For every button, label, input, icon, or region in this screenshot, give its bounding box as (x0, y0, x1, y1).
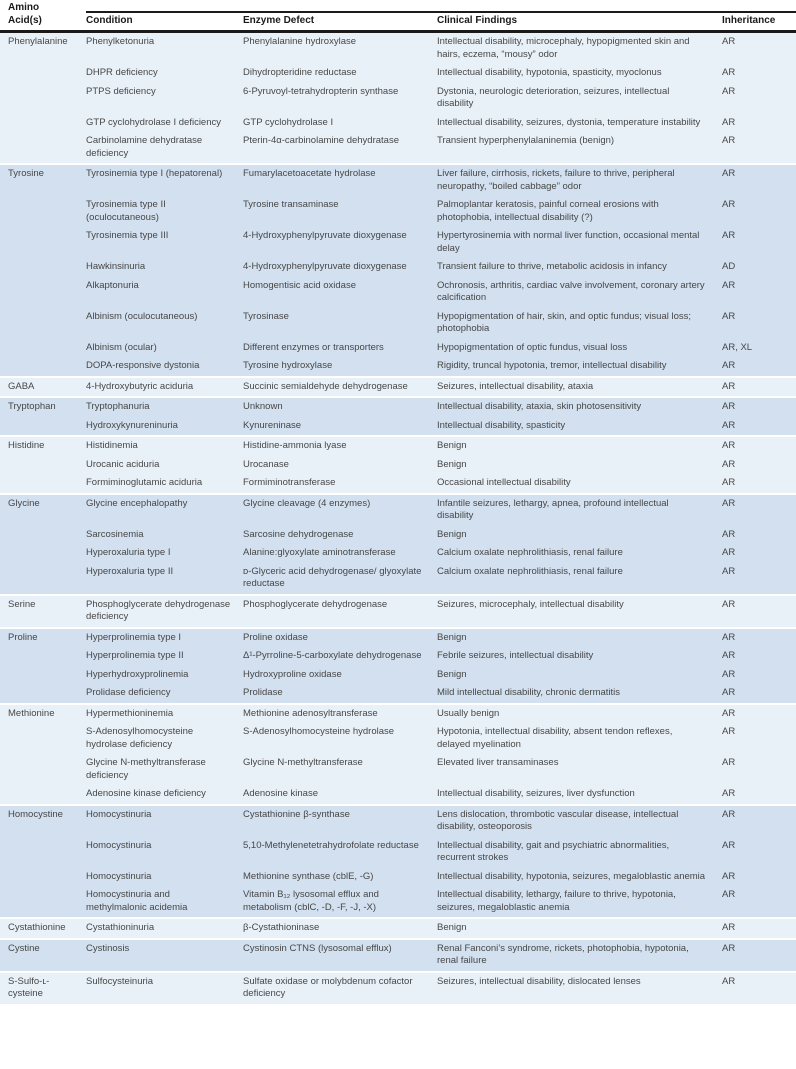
header-clinical-findings: Clinical Findings (437, 14, 518, 26)
cell-amino-acid (0, 785, 86, 804)
cell-clinical-findings: Intellectual disability, microcephaly, hypopigmented skin and hairs, eczema, “mousy” odor (437, 36, 690, 60)
cell-clinical-findings: Liver failure, cirrhosis, rickets, failure to thrive, peripheral neuropathy, “boiled cabbage” odor (437, 168, 675, 192)
cell-condition: Tyrosinemia type II (oculocutaneous) (86, 199, 166, 223)
cell-enzyme-defect: Tyrosine transaminase (243, 199, 339, 210)
cell-condition: Carbinolamine dehydratase deficiency (86, 135, 203, 159)
table-row (0, 339, 796, 358)
cell-inheritance: AR (722, 497, 736, 509)
cell-enzyme-defect: 6-Pyruvoyl-tetrahydropterin synthase (243, 85, 399, 97)
table-row (0, 886, 796, 917)
cell-amino-acid (0, 339, 86, 358)
cell-amino-acid: Homocystine (8, 808, 63, 820)
cell-clinical-findings: Intellectual disability, seizures, dystonia, temperature instability (437, 116, 701, 128)
table-row (0, 973, 796, 1004)
cell-amino-acid (0, 474, 86, 493)
cell-enzyme-defect: GTP cyclohydrolase I (243, 116, 334, 128)
cell-clinical-findings: Transient hyperphenylalaninemia (benign) (437, 135, 615, 146)
table-row (0, 357, 796, 376)
cell-clinical-findings: Usually benign (437, 707, 500, 719)
cell-enzyme-defect: Adenosine kinase (243, 788, 318, 799)
cell-enzyme-defect: Kynureninase (243, 419, 302, 431)
cell-enzyme-defect: Proline oxidase (243, 631, 308, 643)
cell-clinical-findings: Rigidity, truncal hypotonia, tremor, intellectual disability (437, 360, 667, 371)
cell-enzyme-defect: 5,10-Methylenetetrahydrofolate reductase (243, 839, 419, 851)
table-row (0, 474, 796, 493)
table-row (0, 868, 796, 887)
cell-enzyme-defect: Alanine:glyoxylate aminotransferase (243, 547, 396, 558)
amino-acid-group (0, 938, 796, 971)
cell-inheritance: AR (722, 839, 736, 851)
table-row (0, 495, 796, 526)
cell-amino-acid (0, 258, 86, 277)
cell-condition: Histidinemia (86, 440, 138, 451)
cell-clinical-findings: Mild intellectual disability, chronic dermatitis (437, 687, 621, 698)
cell-condition: DOPA-responsive dystonia (86, 360, 200, 371)
header-enzyme-defect: Enzyme Defect (243, 14, 315, 26)
cell-inheritance: AR (722, 707, 736, 719)
cell-clinical-findings: Palmoplantar keratosis, painful corneal erosions with photophobia, intellectual disability (?) (437, 199, 659, 223)
cell-clinical-findings: Hypopigmentation of optic fundus, visual loss (437, 341, 628, 353)
cell-amino-acid: Histidine (8, 440, 45, 451)
cell-condition: Hyperprolinemia type II (86, 650, 184, 661)
cell-clinical-findings: Calcium oxalate nephrolithiasis, renal failure (437, 547, 623, 558)
amino-acid-group (0, 627, 796, 703)
cell-enzyme-defect: Hydroxyproline oxidase (243, 668, 342, 680)
cell-amino-acid: Serine (8, 598, 36, 610)
cell-inheritance: AR (722, 310, 736, 322)
cell-condition: Hypermethioninemia (86, 707, 174, 719)
cell-condition: 4-Hydroxybutyric aciduria (86, 380, 194, 392)
cell-clinical-findings: Intellectual disability, gait and psychiatric abnormalities, recurrent strokes (437, 839, 670, 863)
cell-enzyme-defect: Glycine N-methyltransferase (243, 757, 363, 768)
amino-acid-group (0, 804, 796, 918)
cell-enzyme-defect: Dihydropteridine reductase (243, 67, 357, 78)
cell-enzyme-defect: Prolidase (243, 687, 283, 698)
cell-clinical-findings: Hypertyrosinemia with normal liver function, occasional mental delay (437, 230, 700, 254)
cell-clinical-findings: Ochronosis, arthritis, cardiac valve involvement, coronary artery calcification (437, 279, 705, 303)
cell-amino-acid (0, 526, 86, 545)
cell-enzyme-defect: 4-Hydroxyphenylpyruvate dioxygenase (243, 261, 407, 272)
cell-clinical-findings: Benign (437, 922, 467, 933)
cell-inheritance: AR (722, 942, 736, 954)
cell-inheritance: AR (722, 650, 736, 661)
cell-condition: Tryptophanuria (86, 401, 150, 412)
table-row (0, 398, 796, 417)
cell-enzyme-defect: Unknown (243, 401, 283, 412)
cell-inheritance: AR (722, 279, 736, 291)
table-row (0, 785, 796, 804)
cell-inheritance: AR (722, 870, 736, 882)
cell-amino-acid (0, 83, 86, 114)
cell-clinical-findings: Hypopigmentation of hair, skin, and optic fundus; visual loss; photophobia (437, 310, 692, 334)
cell-condition: Hydroxykynureninuria (86, 419, 178, 431)
cell-enzyme-defect: Phenylalanine hydroxylase (243, 36, 357, 47)
cell-amino-acid (0, 132, 86, 163)
cell-clinical-findings: Transient failure to thrive, metabolic acidosis in infancy (437, 261, 667, 272)
cell-clinical-findings: Benign (437, 668, 467, 680)
cell-amino-acid (0, 417, 86, 436)
table-row (0, 165, 796, 196)
cell-condition: Sarcosinemia (86, 528, 144, 540)
table-row (0, 227, 796, 258)
cell-condition: DHPR deficiency (86, 67, 158, 78)
cell-enzyme-defect: ᴅ-Glyceric acid dehydrogenase/ glyoxylate reductase (243, 565, 422, 589)
cell-amino-acid: Proline (8, 631, 38, 643)
cell-enzyme-defect: S-Adenosylhomocysteine hydrolase (243, 726, 395, 737)
amino-acid-group (0, 917, 796, 938)
cell-enzyme-defect: Sulfate oxidase or molybdenum cofactor deficiency (243, 975, 413, 999)
amino-acid-group (0, 703, 796, 804)
cell-clinical-findings: Benign (437, 631, 467, 643)
cell-condition: Prolidase deficiency (86, 687, 171, 698)
cell-amino-acid: Methionine (8, 707, 55, 719)
amino-acid-group (0, 376, 796, 397)
cell-amino-acid (0, 868, 86, 887)
cell-amino-acid: Cystine (8, 942, 40, 954)
cell-condition: Cystinosis (86, 942, 130, 954)
amino-acid-group (0, 971, 796, 1004)
cell-inheritance: AR (722, 565, 736, 577)
cell-clinical-findings: Calcium oxalate nephrolithiasis, renal failure (437, 565, 623, 577)
cell-clinical-findings: Intellectual disability, seizures, liver dysfunction (437, 788, 635, 799)
cell-condition: Homocystinuria and methylmalonic acidemia (86, 889, 188, 913)
cell-enzyme-defect: β-Cystathioninase (243, 922, 320, 933)
table-row (0, 723, 796, 754)
cell-condition: Albinism (ocular) (86, 341, 157, 353)
cell-clinical-findings: Dystonia, neurologic deterioration, seizures, intellectual disability (437, 85, 670, 109)
cell-amino-acid: Tryptophan (8, 401, 56, 412)
table-row (0, 544, 796, 563)
table-row (0, 83, 796, 114)
cell-inheritance: AR (722, 360, 736, 371)
cell-clinical-findings: Intellectual disability, hypotonia, spasticity, myoclonus (437, 67, 662, 78)
cell-amino-acid (0, 666, 86, 685)
cell-amino-acid: Glycine (8, 497, 40, 509)
cell-clinical-findings: Seizures, microcephaly, intellectual disability (437, 598, 624, 610)
header-amino-acid (0, 2, 86, 27)
table-header-row (0, 0, 796, 33)
table-row (0, 647, 796, 666)
table-row (0, 258, 796, 277)
cell-clinical-findings: Lens dislocation, thrombotic vascular disease, intellectual disability, osteoporosis (437, 808, 679, 832)
cell-enzyme-defect: Fumarylacetoacetate hydrolase (243, 168, 376, 179)
cell-condition: Cystathioninuria (86, 922, 155, 933)
cell-inheritance: AR (722, 36, 736, 47)
table-row (0, 456, 796, 475)
table-row (0, 629, 796, 648)
table-row (0, 526, 796, 545)
table-row (0, 806, 796, 837)
cell-condition: Albinism (oculocutaneous) (86, 310, 198, 322)
cell-enzyme-defect: Succinic semialdehyde dehydrogenase (243, 380, 408, 392)
cell-enzyme-defect: Cystathionine β-synthase (243, 808, 350, 820)
table-row (0, 132, 796, 163)
cell-amino-acid: GABA (8, 380, 35, 392)
amino-acid-group (0, 163, 796, 376)
cell-clinical-findings: Intellectual disability, spasticity (437, 419, 566, 431)
cell-enzyme-defect: Methionine adenosyltransferase (243, 707, 378, 719)
cell-inheritance: AR (722, 598, 736, 610)
cell-condition: Alkaptonuria (86, 279, 139, 291)
cell-enzyme-defect: Vitamin B₁₂ lysosomal efflux and metabolism (cblC, -D, -F, -J, -X) (243, 889, 379, 913)
cell-inheritance: AR (722, 668, 736, 680)
cell-inheritance: AR (722, 440, 736, 451)
cell-enzyme-defect: Phosphoglycerate dehydrogenase (243, 598, 388, 610)
amino-acid-group (0, 493, 796, 594)
cell-condition: Formiminoglutamic aciduria (86, 477, 203, 488)
cell-inheritance: AR (722, 889, 736, 900)
cell-amino-acid (0, 886, 86, 917)
cell-amino-acid (0, 308, 86, 339)
table-row (0, 837, 796, 868)
cell-clinical-findings: Intellectual disability, ataxia, skin photosensitivity (437, 401, 642, 412)
amino-acid-group (0, 396, 796, 435)
cell-inheritance: AR (722, 726, 736, 737)
cell-amino-acid (0, 114, 86, 133)
cell-amino-acid: Tyrosine (8, 168, 44, 179)
header-top-rule (86, 11, 796, 13)
table-row (0, 705, 796, 724)
cell-amino-acid (0, 64, 86, 83)
table-row (0, 596, 796, 627)
table-row (0, 277, 796, 308)
cell-condition: PTPS deficiency (86, 85, 156, 97)
cell-clinical-findings: Intellectual disability, hypotonia, seizures, megaloblastic anemia (437, 870, 706, 882)
cell-inheritance: AR (722, 168, 736, 179)
cell-condition: Glycine N-methyltransferase deficiency (86, 757, 206, 781)
cell-amino-acid (0, 357, 86, 376)
cell-amino-acid (0, 647, 86, 666)
cell-enzyme-defect: Different enzymes or transporters (243, 341, 384, 353)
cell-condition: GTP cyclohydrolase I deficiency (86, 116, 221, 128)
cell-condition: Hyperhydroxyprolinemia (86, 668, 189, 680)
cell-condition: Hyperoxaluria type II (86, 565, 174, 577)
cell-condition: Glycine encephalopathy (86, 497, 188, 509)
cell-enzyme-defect: Formiminotransferase (243, 477, 336, 488)
cell-enzyme-defect: Pterin-4α-carbinolamine dehydratase (243, 135, 399, 146)
cell-clinical-findings: Benign (437, 458, 467, 470)
cell-enzyme-defect: Urocanase (243, 458, 289, 470)
cell-inheritance: AR (722, 199, 736, 210)
cell-condition: Tyrosinemia type I (hepatorenal) (86, 168, 223, 179)
header-condition: Condition (86, 14, 133, 26)
cell-inheritance: AR (722, 757, 736, 768)
cell-condition: Adenosine kinase deficiency (86, 788, 206, 799)
cell-amino-acid (0, 837, 86, 868)
table-row (0, 563, 796, 594)
cell-condition: Phenylketonuria (86, 36, 155, 47)
table-body (0, 33, 796, 1004)
cell-clinical-findings: Elevated liver transaminases (437, 757, 559, 768)
cell-inheritance: AR (722, 401, 736, 412)
cell-clinical-findings: Benign (437, 528, 467, 540)
cell-amino-acid: Cystathionine (8, 922, 66, 933)
cell-enzyme-defect: Tyrosine hydroxylase (243, 360, 333, 371)
cell-enzyme-defect: Glycine cleavage (4 enzymes) (243, 497, 371, 509)
table-row (0, 378, 796, 397)
cell-inheritance: AR (722, 528, 736, 540)
cell-clinical-findings: Intellectual disability, lethargy, failure to thrive, hypotonia, seizures, megaloblastic anemia (437, 889, 676, 913)
cell-enzyme-defect: Sarcosine dehydrogenase (243, 528, 354, 540)
cell-clinical-findings: Hypotonia, intellectual disability, absent tendon reflexes, delayed myelination (437, 726, 673, 750)
cell-amino-acid (0, 196, 86, 227)
cell-amino-acid (0, 684, 86, 703)
cell-inheritance: AR (722, 380, 736, 392)
cell-condition: Homocystinuria (86, 808, 152, 820)
cell-inheritance: AR (722, 85, 736, 97)
amino-acid-group (0, 33, 796, 163)
cell-condition: Hyperoxaluria type I (86, 547, 171, 558)
cell-enzyme-defect: Tyrosinase (243, 310, 289, 322)
table-row (0, 308, 796, 339)
table-row (0, 33, 796, 64)
cell-clinical-findings: Infantile seizures, lethargy, apnea, profound intellectual disability (437, 497, 669, 521)
cell-inheritance: AR (722, 477, 736, 488)
cell-inheritance: AR (722, 922, 736, 933)
cell-inheritance: AD (722, 261, 736, 272)
cell-condition: Hyperprolinemia type I (86, 631, 182, 643)
cell-condition: Hawkinsinuria (86, 261, 146, 272)
cell-inheritance: AR (722, 116, 736, 128)
cell-amino-acid (0, 544, 86, 563)
cell-inheritance: AR (722, 687, 736, 698)
table-row (0, 940, 796, 971)
cell-inheritance: AR (722, 788, 736, 799)
cell-inheritance: AR (722, 458, 736, 470)
table-row (0, 666, 796, 685)
cell-inheritance: AR (722, 419, 736, 431)
cell-clinical-findings: Occasional intellectual disability (437, 477, 571, 488)
cell-clinical-findings: Seizures, intellectual disability, ataxia (437, 380, 594, 392)
cell-enzyme-defect: Homogentisic acid oxidase (243, 279, 357, 291)
cell-condition: Phosphoglycerate dehydrogenase deficiency (86, 598, 231, 622)
cell-amino-acid (0, 456, 86, 475)
cell-condition: Urocanic aciduria (86, 458, 160, 470)
cell-clinical-findings: Febrile seizures, intellectual disability (437, 650, 594, 661)
table-row (0, 196, 796, 227)
cell-amino-acid (0, 754, 86, 785)
cell-amino-acid: S-Sulfo-ʟ-cysteine (8, 975, 50, 999)
cell-inheritance: AR (722, 135, 736, 146)
cell-inheritance: AR (722, 975, 736, 987)
cell-inheritance: AR (722, 547, 736, 558)
table-row (0, 754, 796, 785)
cell-inheritance: AR (722, 808, 736, 820)
cell-condition: Sulfocysteinuria (86, 975, 154, 987)
cell-inheritance: AR (722, 67, 736, 78)
cell-clinical-findings: Seizures, intellectual disability, dislocated lenses (437, 975, 641, 987)
table-row (0, 437, 796, 456)
amino-acid-group (0, 594, 796, 627)
cell-enzyme-defect: 4-Hydroxyphenylpyruvate dioxygenase (243, 230, 407, 241)
cell-clinical-findings: Renal Fanconi’s syndrome, rickets, photophobia, hypotonia, renal failure (437, 942, 689, 966)
amino-acid-group (0, 435, 796, 493)
cell-amino-acid (0, 563, 86, 594)
cell-inheritance: AR (722, 631, 736, 643)
table-row (0, 64, 796, 83)
header-amino-acid-label: Amino Acid(s) (8, 2, 42, 26)
cell-enzyme-defect: Methionine synthase (cblE, -G) (243, 870, 374, 882)
cell-condition: S-Adenosylhomocysteine hydrolase deficiency (86, 726, 194, 750)
cell-amino-acid: Phenylalanine (8, 36, 68, 47)
cell-enzyme-defect: Histidine-ammonia lyase (243, 440, 347, 451)
cell-enzyme-defect: Cystinosin CTNS (lysosomal efflux) (243, 942, 392, 954)
cell-amino-acid (0, 277, 86, 308)
cell-inheritance: AR, XL (722, 341, 753, 353)
cell-condition: Tyrosinemia type III (86, 230, 169, 241)
cell-condition: Homocystinuria (86, 839, 152, 851)
table-row (0, 919, 796, 938)
cell-inheritance: AR (722, 230, 736, 241)
table-row (0, 114, 796, 133)
cell-amino-acid (0, 227, 86, 258)
cell-condition: Homocystinuria (86, 870, 152, 882)
header-inheritance: Inheritance (722, 14, 776, 26)
table-row (0, 684, 796, 703)
cell-amino-acid (0, 723, 86, 754)
cell-enzyme-defect: Δ¹-Pyrroline-5-carboxylate dehydrogenase (243, 650, 422, 661)
cell-clinical-findings: Benign (437, 440, 467, 451)
table-row (0, 417, 796, 436)
